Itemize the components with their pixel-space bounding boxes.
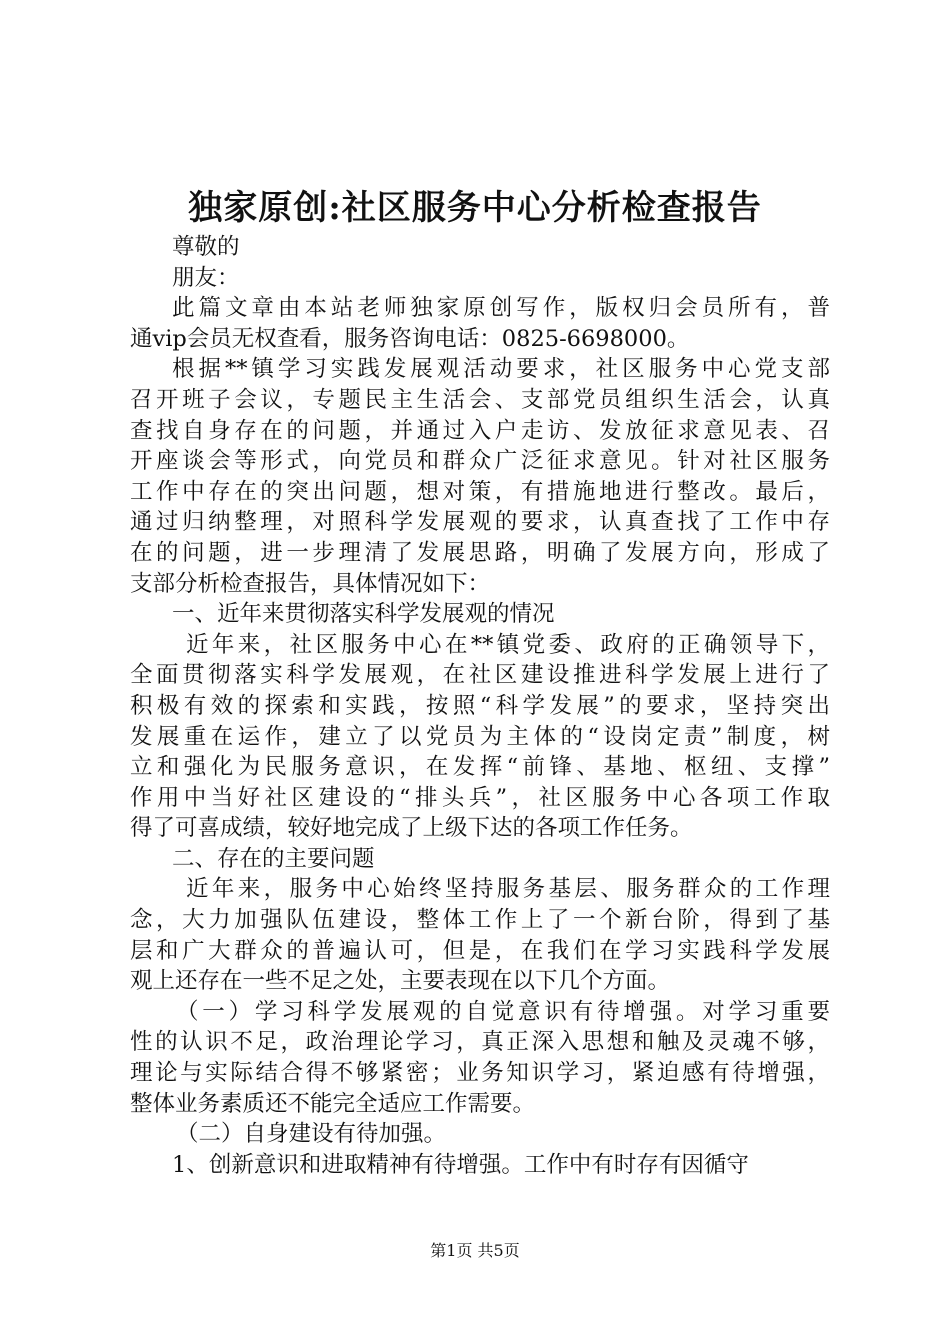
section1-line: 发展重在运作，建立了以党员为主体的“设岗定责”制度，树 <box>130 723 830 750</box>
intro-line: 工作中存在的突出问题，想对策，有措施地进行整改。最后， <box>130 478 830 505</box>
notice-line: 通vip会员无权查看，服务咨询电话：0825-6698000。 <box>130 325 690 352</box>
section-heading: 一、近年来贯彻落实科学发展观的情况 <box>172 601 555 628</box>
intro-line: 查找自身存在的问题，并通过入户走访、发放征求意见表、召 <box>130 417 830 444</box>
page-footer: 第1页 共5页 <box>430 1241 520 1260</box>
salutation-line: 尊敬的 <box>172 234 240 260</box>
item1-line: （一）学习科学发展观的自觉意识有待增强。对学习重要 <box>176 998 830 1025</box>
intro-line: 根据**镇学习实践发展观活动要求，社区服务中心党支部 <box>172 356 830 383</box>
item1-line: 整体业务素质还不能完全适应工作需要。 <box>130 1090 536 1117</box>
section2-line: 念，大力加强队伍建设，整体工作上了一个新台阶，得到了基 <box>130 907 830 934</box>
intro-line: 召开班子会议，专题民主生活会、支部党员组织生活会，认真 <box>130 386 830 413</box>
item1-line: 性的认识不足，政治理论学习，真正深入思想和触及灵魂不够， <box>130 1029 830 1056</box>
section1-line: 作用中当好社区建设的“排头兵”，社区服务中心各项工作取 <box>130 784 830 811</box>
intro-line: 开座谈会等形式，向党员和群众广泛征求意见。针对社区服务 <box>130 448 830 475</box>
section1-line: 积极有效的探索和实践，按照“科学发展”的要求，坚持突出 <box>130 692 830 719</box>
notice-line: 此篇文章由本站老师独家原创写作，版权归会员所有，普 <box>172 295 830 322</box>
section1-line: 全面贯彻落实科学发展观，在社区建设推进科学发展上进行了 <box>130 662 830 689</box>
item2-heading: （二）自身建设有待加强。 <box>176 1121 447 1148</box>
section1-line: 立和强化为民服务意识，在发挥“前锋、基地、枢纽、支撑” <box>130 754 830 781</box>
item1-line: 理论与实际结合得不够紧密；业务知识学习，紧迫感有待增强， <box>130 1060 830 1087</box>
section-heading: 二、存在的主要问题 <box>172 845 375 872</box>
intro-line: 支部分析检查报告，具体情况如下： <box>130 570 491 597</box>
item2-sub1-line: 1、创新意识和进取精神有待增强。工作中有时存有因循守 <box>172 1151 749 1178</box>
document-body <box>130 232 830 1180</box>
intro-line: 通过归纳整理，对照科学发展观的要求，认真查找了工作中存 <box>130 509 830 536</box>
document-title: 独家原创:社区服务中心分析检查报告 <box>188 188 762 228</box>
section2-line: 层和广大群众的普遍认可，但是，在我们在学习实践科学发展 <box>130 937 830 964</box>
intro-line: 在的问题，进一步理清了发展思路，明确了发展方向，形成了 <box>130 539 830 566</box>
section1-line: 近年来，社区服务中心在**镇党委、政府的正确领导下， <box>186 631 830 658</box>
section2-line: 观上还存在一些不足之处，主要表现在以下几个方面。 <box>130 968 671 995</box>
section1-line: 得了可喜成绩，较好地完成了上级下达的各项工作任务。 <box>130 815 693 842</box>
salutation-line: 朋友： <box>172 264 240 291</box>
section2-line: 近年来，服务中心始终坚持服务基层、服务群众的工作理 <box>186 876 830 903</box>
